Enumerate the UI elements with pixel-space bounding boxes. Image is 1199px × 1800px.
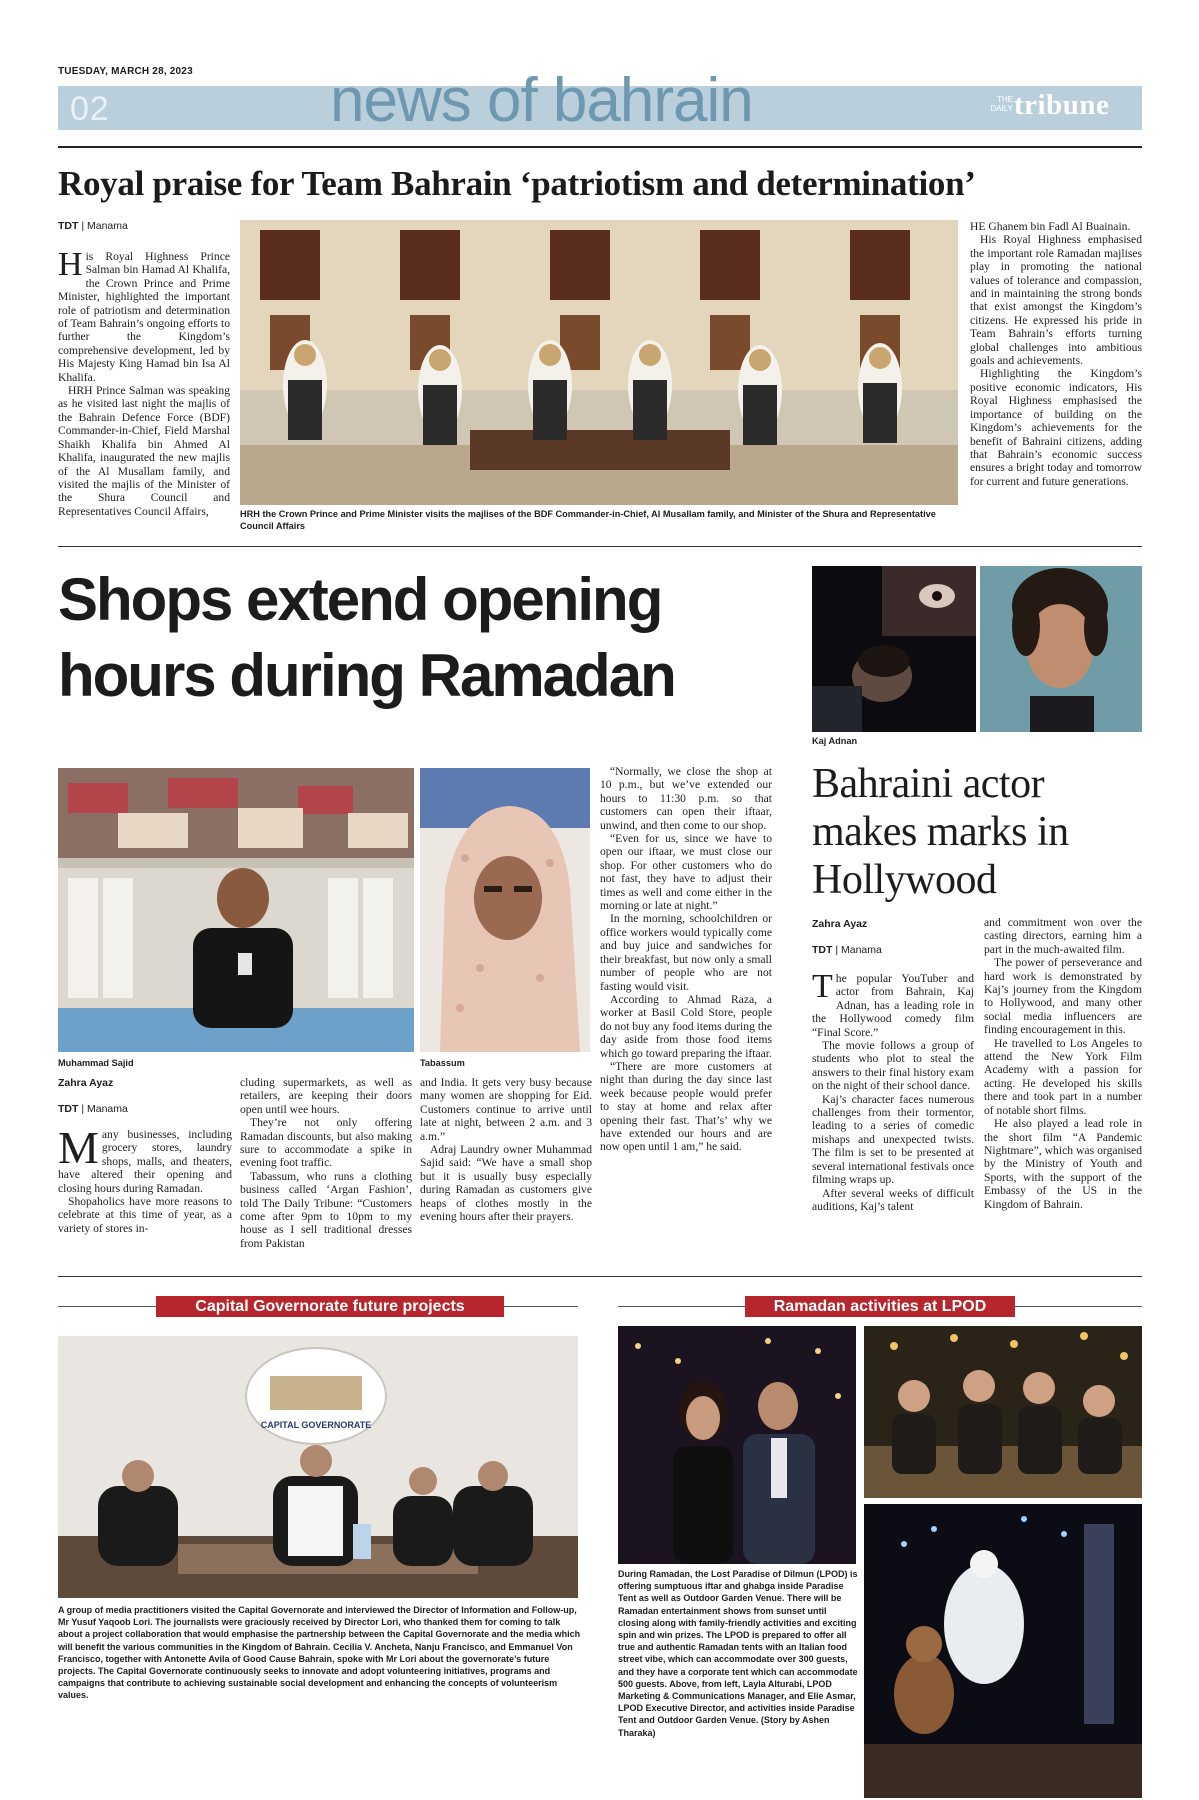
capital-meeting-illustration — [58, 1336, 578, 1598]
shops-column-3 — [420, 1076, 592, 1223]
capital-caption: A group of media practitioners visited the Capital Governorate and interviewed the Director of Information and Follow-up, Mr Yusuf Yaqoob Lori. The journalists were graciously received by Director Lori, who thanked them for coming to talk about a project collaboration that would emphasise the partnership between the Capital Governorate and the media which will benefit the various communities in the Kingdom of Bahrain. Cecilia V. Ancheta, Nanju Francisco, and Emmanuel Von Francisco, together with Antonette Avila of Good Cause Bahrain, spoke with Mr Lori about the governorate’s future projects. The Capital Governorate continuously seeks to innovate and adopt volunteering initiatives, programs and campaigns that contribute to achieving sustainable social development and enhancing the concepts of volunteerism values. — [58, 1605, 581, 1701]
royal-paragraph: HRH Prince Salman was speaking as he visited last night the majlis of the Bahrain Defence Force (BDF) Commander-in-Chief, Field Marshal Shaikh Khalifa bin Ahmed Al Khalifa, inaugurated the new majlis of the Al Musallam family, and visited the majlis of the Minister of the Shura Council and Representatives Council Affairs, — [58, 384, 230, 518]
shops-column-1 — [58, 1122, 232, 1235]
muhammad-sajid-photo — [58, 768, 414, 1052]
shops-paragraph: In the morning, schoolchildren or office workers would typically come and buy juice and sandwiches for their breakfast, but now only a small number of people who are not fasting would visit. — [600, 912, 772, 993]
section-divider — [58, 546, 1142, 547]
shops-paragraph: “Normally, we close the shop at 10 p.m., but we’ve extended our hours to 11:30 p.m. so that customers can open their iftaar, unwind, and then come to our shop. — [600, 765, 772, 832]
section-divider — [58, 1276, 1142, 1277]
actor-column-2 — [984, 916, 1142, 1211]
shops-p1-text: any businesses, including grocery stores, laundry shops, malls, and theaters, have altered their opening and closing hours during Ramadan. — [58, 1128, 232, 1195]
royal-paragraph — [58, 246, 230, 384]
brand-prefix: THE DAILY — [990, 95, 1013, 113]
lpod-directors-photo — [618, 1326, 856, 1564]
capital-label: Capital Governorate future projects — [156, 1296, 504, 1317]
kaj-film-still-photo — [812, 566, 976, 732]
royal-majlis-illustration — [240, 220, 958, 505]
lpod-garden-illustration — [864, 1504, 1142, 1798]
royal-byline: TDT | Manama — [58, 220, 128, 232]
lpod-directors-illustration — [618, 1326, 856, 1564]
shops-column-2 — [240, 1076, 412, 1250]
lpod-guests-photo — [864, 1326, 1142, 1498]
shops-paragraph: Adraj Laundry owner Muhammad Sajid said: “We have a small shop but it is usually busy especially during Ramadan as customers give heaps of clothes mostly in the evening hours after their prayers. — [420, 1143, 592, 1224]
royal-paragraph: Highlighting the Kingdom’s positive economic indicators, His Royal Highness emphasised the importance of building on the Kingdom’s achievements for the benefit of Bahraini citizens, adding that Bahrain’s economic success ensures a bright today and tomorrow for current and future generations. — [970, 367, 1142, 488]
royal-dropcap: H — [58, 246, 83, 283]
actor-paragraph: Kaj’s character faces numerous challenges from their tormentor, leading to a series of comedic mishaps and unexpected twists. The film is set to be presented at several international festivals once filming wraps up. — [812, 1092, 974, 1187]
shops-paragraph — [58, 1122, 232, 1195]
shops-paragraph: Tabassum, who runs a clothing business called ‘Argan Fashion’, told The Daily Tribune: “Customers come after 9pm to 10pm to my house as I sell traditional dresses from Pakistan — [240, 1169, 412, 1250]
lpod-caption: During Ramadan, the Lost Paradise of Dilmun (LPOD) is offering sumptuous iftar and ghabga inside Paradise Tent as well as Outdoor Garden Venue. There will be Ramadan entertainment shows from sunset until closing along with family-friendly activities and exciting spin and win prizes. The LPOD is prepared to offer all true and authentic Ramadan tents with an Italian food street vibe, which can accommodate over 300 guests, and they have a corporate tent which can accommodate 500 guests. Above, from left, Layla Alturabi, LPOD Marketing & Communications Manager, and Elie Asmar, LPOD Executive Director, and activities inside Paradise Tent and Outdoor Garden Venue. (Story by Ashen Tharaka) — [618, 1569, 858, 1738]
royal-byline-place: Manama — [86, 220, 128, 232]
tabassum-illustration — [420, 768, 590, 1052]
shops-dropcap: M — [58, 1122, 99, 1173]
capital-sign-text: CAPITAL GOVERNORATE — [260, 1420, 372, 1430]
actor-byline-source: TDT — [812, 944, 833, 956]
shops-column-4 — [600, 765, 772, 1154]
actor-paragraph: The power of perseverance and hard work is demonstrated by Kaj’s journey from the Kingdom to Hollywood, and many other social media influencers are finding encouragement in this. — [984, 956, 1142, 1037]
actor-paragraph: The movie follows a group of students who plot to steal the answers to their final history exam on the night of their school dance. — [812, 1039, 974, 1093]
tabassum-photo — [420, 768, 590, 1052]
shops-byline-place: Manama — [86, 1103, 128, 1115]
issue-date: TUESDAY, MARCH 28, 2023 — [58, 66, 193, 77]
laundry-shop-illustration — [58, 768, 414, 1052]
shops-headline: Shops extend opening hours during Ramadan — [58, 566, 675, 709]
kaj-photo-caption: Kaj Adnan — [812, 736, 858, 746]
film-still-illustration — [812, 566, 976, 732]
actor-paragraph: He also played a lead role in the short film “A Pandemic Nightmare”, which was organised by the Ministry of Youth and Sports, with the support of the Embassy of the US in the Kingdom of Bahrain. — [984, 1117, 1142, 1211]
actor-p1-text: he popular YouTuber and actor from Bahrain, Kaj Adnan, has a leading role in the Hollywood comedy film “Final Score.” — [812, 972, 974, 1039]
actor-dropcap: T — [812, 968, 833, 1005]
royal-paragraph: HE Ghanem bin Fadl Al Buainain. — [970, 220, 1131, 233]
capital-governorate-photo — [58, 1336, 578, 1598]
muhammad-sajid-caption: Muhammad Sajid — [58, 1058, 134, 1068]
lpod-guests-illustration — [864, 1326, 1142, 1498]
royal-column-1 — [58, 246, 230, 518]
lpod-garden-photo — [864, 1504, 1142, 1798]
actor-paragraph: and commitment won over the casting directors, earning him a part in the much-awaited film. — [984, 916, 1142, 956]
shops-paragraph: “Even for us, since we have to open our iftaar, we must close our shop. For other customers who do not fast, they have to adjust their times as well and come either in the morning or late at night.” — [600, 832, 772, 913]
actor-paragraph: He travelled to Los Angeles to attend the New York Film Academy with a passion for acting. He developed his skills there and took part in a number of notable short films. — [984, 1036, 1142, 1117]
royal-headline: Royal praise for Team Bahrain ‘patriotism and determination’ — [58, 164, 976, 203]
shops-byline-source: TDT — [58, 1103, 79, 1115]
shops-author: Zahra Ayaz — [58, 1077, 114, 1089]
actor-paragraph — [812, 968, 974, 1039]
kaj-portrait-photo — [980, 566, 1142, 732]
shops-paragraph: Shopaholics have more reasons to celebrate at this time of year, as a variety of stores in- — [58, 1195, 232, 1235]
royal-column-2 — [970, 220, 1142, 488]
actor-headline: Bahraini actor makes marks in Hollywood — [812, 761, 1069, 903]
royal-p1-text: is Royal Highness Prince Salman bin Hamad Al Khalifa, the Crown Prince and Prime Minister, highlighted the important role of patriotism and determination of Team Bahrain’s ongoing efforts to further the Kingdom’s comprehensive development, led by His Majesty King Hamad bin Isa Al Khalifa. — [58, 250, 230, 384]
section-title: news of bahrain — [330, 66, 753, 135]
royal-byline-source: TDT — [58, 220, 79, 232]
actor-byline: TDT | Manama — [812, 944, 882, 956]
kaj-portrait-illustration — [980, 566, 1142, 732]
page-number: 02 — [70, 90, 110, 128]
masthead-rule — [58, 146, 1142, 148]
royal-photo-caption: HRH the Crown Prince and Prime Minister visits the majlises of the BDF Commander-in-Chief, Al Musallam family, and Minister of the Shura and Representative Council Affairs — [240, 509, 936, 531]
brand-logo: tribune — [1014, 89, 1110, 121]
shops-paragraph: cluding supermarkets, as well as retailers, are keeping their doors open until wee hours. — [240, 1076, 412, 1116]
tabassum-caption: Tabassum — [420, 1058, 465, 1068]
shops-paragraph: and India. It gets very busy because many women are shopping for Eid. Customers continue to arrive until late at night, between 2 a.m. and 3 a.m.” — [420, 1076, 592, 1143]
shops-paragraph: According to Ahmad Raza, a worker at Basil Cold Store, people do not buy any food items during the day aside from those food items which go toward preparing the iftaar. — [600, 992, 772, 1060]
royal-majlis-photo — [240, 220, 958, 505]
shops-paragraph: “There are more customers at night than during the day since last week because people would prefer to stay at home and relax after opening their fast. That’s’ why we have extended our hours and are now open until 1 am,” he said. — [600, 1059, 772, 1154]
shops-paragraph: They’re not only offering Ramadan discounts, but also making sure to accommodate a spike in evening foot traffic. — [240, 1116, 412, 1170]
actor-author: Zahra Ayaz — [812, 918, 868, 930]
lpod-label: Ramadan activities at LPOD — [745, 1296, 1015, 1317]
actor-paragraph: After several weeks of difficult auditions, Kaj’s talent — [812, 1186, 974, 1213]
actor-column-1 — [812, 968, 974, 1213]
shops-byline: TDT | Manama — [58, 1103, 128, 1115]
actor-byline-place: Manama — [840, 944, 882, 956]
royal-paragraph: His Royal Highness emphasised the important role Ramadan majlises play in promoting the national values of tolerance and compassion, and in maintaining the strong bonds that exist amongst the Kingdom’s citizens. He expressed his pride in Team Bahrain’s efforts turning global challenges into ambitious goals and achievements. — [970, 233, 1142, 368]
